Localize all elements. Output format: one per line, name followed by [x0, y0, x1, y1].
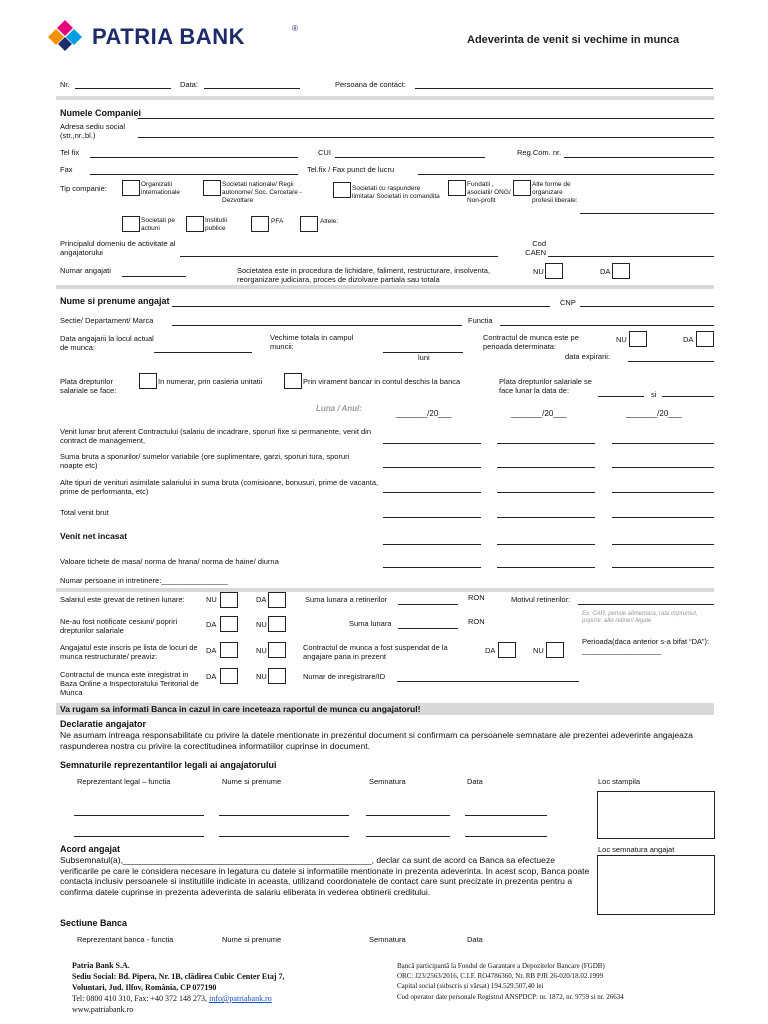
checkbox-itm-da[interactable] [220, 668, 238, 684]
itm-label: Contractul de munca este inregistrat in Baza Online a Inspectoratului Teritorial de Munca [60, 670, 199, 697]
checkbox-numerar[interactable] [139, 373, 157, 389]
venit-net-label: Venit net incasat [60, 531, 128, 541]
plata-data1-field[interactable] [598, 396, 644, 397]
contract-nu-label: NU [616, 335, 627, 344]
itm-nu-label: NU [256, 672, 267, 681]
data-field[interactable] [204, 88, 300, 89]
venit-brut-field-3[interactable] [612, 443, 714, 444]
suspendat-da-label: DA [485, 646, 496, 655]
checkbox-org-internationale[interactable] [122, 180, 140, 196]
rep2-nume-field[interactable] [219, 836, 349, 837]
suma-retineri-field[interactable] [398, 604, 458, 605]
rep1-data-field[interactable] [465, 815, 547, 816]
footer-sediu: Sediu Social: Bd. Pipera, Nr. 1B, clădirea Cubic Center Etaj 7, [72, 972, 285, 981]
type-label-3: Fundatii , asociatii/ ONG/ Non-profit [467, 181, 511, 204]
sectie-label: Sectie/ Departament/ Marca [60, 316, 154, 325]
si-label: si [651, 390, 657, 399]
exemplu-hint: Ex: CAR, pensie alimentara, rata imprumut, poprire, alte retineri legale [582, 611, 698, 624]
cnp-field[interactable] [580, 306, 714, 307]
type-label-4: Alte forme de organizare profesii liberale: [532, 181, 578, 204]
data-label: Data: [180, 80, 198, 89]
semnaturi-title: Semnaturile reprezentantilor legali ai angajatorului [60, 760, 277, 770]
domeniu-field[interactable] [180, 256, 498, 257]
fax-field[interactable] [90, 174, 298, 175]
type2-label-1: Institutii publice [205, 217, 228, 232]
nr-inregistrare-label: Numar de inregistrare/ID [303, 672, 386, 681]
nr-inregistrare-field[interactable] [397, 681, 579, 682]
contract-determinat-label: Contractul de munca este pe perioada determinata: [483, 333, 579, 351]
company-section-band [56, 96, 714, 100]
restructurare-nu-label: NU [256, 646, 267, 655]
banca-col1: Reprezentant banca - functia [77, 935, 174, 944]
rep2-data-field[interactable] [465, 836, 547, 837]
sectie-field[interactable] [172, 325, 462, 326]
nr-label: Nr. [60, 80, 70, 89]
checkbox-restructurare-da[interactable] [220, 642, 238, 658]
rep2-semnatura-field[interactable] [366, 836, 450, 837]
brand-name: PATRIA BANK [92, 24, 245, 49]
itm-da-label: DA [206, 672, 217, 681]
checkbox-ong[interactable] [448, 180, 466, 196]
type-label-2: Societati cu raspundere limitata/ Societati in comandita [352, 185, 440, 200]
cesiuni-label: Ne-au fost notificate cesiuni/ popriri drepturilor salariale [60, 617, 178, 635]
contact-field[interactable] [415, 88, 713, 89]
checkbox-pfa[interactable] [251, 216, 269, 232]
employee-section-band [56, 285, 714, 289]
tel-label: Tel fix [60, 148, 80, 157]
perioada-label: Perioada(daca anterior s-a bifat “DA”): ___________________ [582, 637, 710, 655]
footer-capital: Capital social (subscris și vărsat) 194.529.507,40 lei [397, 982, 544, 990]
period-2: _______/20___ [511, 409, 567, 418]
semnatura-angajat-box[interactable] [597, 855, 715, 915]
suma-bruta-field-3[interactable] [612, 467, 714, 468]
cnp-label: CNP [560, 298, 576, 307]
checkbox-cesiuni-nu[interactable] [268, 616, 286, 632]
restructurare-label: Angajatul este inscris pe lista de locuri de munca restructurate/ preaviz: [60, 643, 198, 661]
suma-lunara-label: Suma lunara [349, 619, 392, 628]
functia-label: Functia [468, 316, 493, 325]
luna-an-label: Luna / Anul: [316, 404, 362, 413]
type2-label-3: Altele: [320, 218, 339, 225]
cui-label: CUI [318, 148, 331, 157]
checkbox-virament[interactable] [284, 373, 302, 389]
suspendat-nu-label: NU [533, 646, 544, 655]
retineri-label: Salariul este grevat de retineri lunare: [60, 595, 185, 604]
banca-col2: Nume si prenume [222, 935, 282, 944]
checkbox-contract-da[interactable] [696, 331, 714, 347]
net-field-3[interactable] [612, 544, 714, 545]
cesiuni-nu-label: NU [256, 620, 267, 629]
tichete-label: Valoare tichete de masa/ norma de hrana/ norma de haine/ diurna [60, 557, 279, 566]
fax-label: Fax [60, 165, 73, 174]
tip-label: Tip companie: [60, 184, 107, 193]
checkbox-lichidare-nu[interactable] [545, 263, 563, 279]
vechime-label: Vechime totala in campul muncii: [270, 333, 354, 351]
restructurare-da-label: DA [206, 646, 217, 655]
checkbox-restructurare-nu[interactable] [268, 642, 286, 658]
footer-fgdb: Bancă participantă la Fondul de Garantare a Depozitelor Bancare (FGDB) [397, 962, 605, 970]
retineri-da-label: DA [256, 595, 267, 604]
checkbox-suspendat-da[interactable] [498, 642, 516, 658]
tel-field[interactable] [90, 157, 298, 158]
cui-field[interactable] [335, 157, 485, 158]
regcom-field[interactable] [564, 157, 714, 158]
stampila-label: Loc stampila [598, 777, 641, 786]
alte-tipuri-label: Alte tipuri de venituri asimilate salariului in suma bruta (comisioane, bonusuri, prime de vacanta, prime de performanta, etc) [60, 478, 379, 496]
suma-lunara-field[interactable] [398, 628, 458, 629]
type2-label-2: PFA [271, 218, 284, 225]
motivul-field[interactable] [578, 604, 714, 605]
footer-website[interactable]: www.patriabank.ro [72, 1005, 134, 1014]
plata-lunar-label: Plata drepturilor salariale se face lunar la data de: [499, 377, 592, 395]
functia-field[interactable] [500, 325, 714, 326]
checkbox-sa[interactable] [122, 216, 140, 232]
checkbox-retineri-da[interactable] [268, 592, 286, 608]
company-name-field[interactable] [138, 118, 714, 119]
adresa-field[interactable] [138, 137, 714, 138]
period-1: _______/20___ [396, 409, 452, 418]
alte-tipuri-field-2[interactable] [497, 492, 595, 493]
tichete-field-2[interactable] [497, 567, 595, 568]
footer-localitate: Voluntari, Jud. Ilfov, România, CP 077190 [72, 983, 217, 992]
data-expirarii-field[interactable] [628, 361, 714, 362]
footer-email-link[interactable]: info@patriabank.ro [209, 994, 272, 1003]
virament-label: Prin virament bancar in contul deschis la banca [303, 377, 461, 386]
patria-bank-logo-icon [46, 20, 84, 52]
caen-field[interactable] [548, 256, 714, 257]
net-field-2[interactable] [497, 544, 595, 545]
suma-retineri-label: Suma lunara a retinerilor [305, 595, 388, 604]
total-label: Total venit brut [60, 508, 109, 517]
declaratie-text: Ne asumam intreaga responsabilitate cu privire la datele mentionate in prezentul document si confirmam ca persoanele semnatare ale prezentei adeverinte angajeaza raspunderea nostra cu privire la corectitudinea informatiilor cuprinse in document. [60, 730, 693, 751]
domeniu-label: Principalul domeniu de activitate al angajatorului [60, 239, 176, 257]
tichete-field-3[interactable] [612, 567, 714, 568]
data-angajarii-field[interactable] [154, 352, 252, 353]
adresa-label: Adresa sediu social (str.,nr.,bl.) [60, 122, 126, 140]
nr-field[interactable] [75, 88, 171, 89]
trademark: ® [292, 24, 298, 33]
semnaturi-col3: Semnatura [369, 777, 406, 786]
telfix-field[interactable] [418, 174, 714, 175]
type-label-1: Societati nationale/ Regii autonome/ Soc. Cercetare - Dezvoltare [222, 181, 302, 204]
venit-brut-field-1[interactable] [383, 443, 481, 444]
document-title: Adeverinta de venit si vechime in munca [467, 34, 680, 46]
lichidare-da-label: DA [600, 267, 611, 276]
rep1-functia-field[interactable] [74, 815, 204, 816]
semnaturi-col4: Data [467, 777, 483, 786]
stampila-box[interactable] [597, 791, 715, 839]
motivul-label: Motivul retinerilor: [511, 595, 571, 604]
rep2-functia-field[interactable] [74, 836, 204, 837]
checkbox-retineri-nu[interactable] [220, 592, 238, 608]
footer-orc: ORC: J23/2563/2016, C.I.F. RO4786360, Nr. RB PJR 26-020/18.02.1999 [397, 972, 604, 980]
contact-label: Persoana de contact: [335, 80, 406, 89]
acord-title: Acord angajat [60, 844, 121, 854]
nr-angajati-label: Numar angajati [60, 266, 111, 275]
checkbox-suspendat-nu[interactable] [546, 642, 564, 658]
semnaturi-col2: Nume si prenume [222, 777, 282, 786]
total-field-2[interactable] [497, 517, 595, 518]
lichidare-nu-label: NU [533, 267, 544, 276]
footer-anspdcp: Cod operator date personale Registrul ANSPDCP: nr. 1872, nr. 9759 si nr. 26634 [397, 993, 624, 1001]
company-title: Numele Companiei [60, 108, 142, 118]
alte-tipuri-field-1[interactable] [383, 492, 481, 493]
declaratie-title: Declaratie angajator [60, 719, 147, 729]
checkbox-alte-forme[interactable] [513, 180, 531, 196]
suma-bruta-label: Suma bruta a sporurilor/ sumelor variabile (ore suplimentare, garzi, sporuri tura, sporuri noapte etc) [60, 452, 350, 470]
alte-forme-field[interactable] [580, 213, 714, 214]
employee-name-field[interactable] [172, 306, 550, 307]
banca-col3: Semnatura [369, 935, 406, 944]
caen-label: Cod CAEN [525, 239, 546, 257]
checkbox-cesiuni-da[interactable] [220, 616, 238, 632]
checkbox-contract-nu[interactable] [629, 331, 647, 347]
semnaturi-col1: Reprezentant legal – functia [77, 777, 171, 786]
loc-semnatura-label: Loc semnatura angajat [598, 845, 675, 854]
type2-label-0: Societati pe actiuni [141, 217, 175, 232]
luni-label: luni [418, 353, 430, 362]
ron-label-2: RON [468, 617, 485, 626]
tichete-field-1[interactable] [383, 567, 481, 568]
persoane-intretinere-label: Numar persoane in intretinere:________________ [60, 576, 229, 585]
type-label-0: Organizatii internationale [141, 181, 181, 196]
total-field-1[interactable] [383, 517, 481, 518]
contract-da-label: DA [683, 335, 694, 344]
footer-contact [72, 994, 272, 1004]
banca-title: Sectiune Banca [60, 918, 128, 928]
retineri-nu-label: NU [206, 595, 217, 604]
plata-data2-field[interactable] [662, 396, 714, 397]
net-field-1[interactable] [383, 544, 481, 545]
cesiuni-da-label: DA [206, 620, 217, 629]
suma-bruta-field-2[interactable] [497, 467, 595, 468]
employee-title: Nume si prenume angajat [60, 296, 170, 306]
checkbox-soc-nationale[interactable] [203, 180, 221, 196]
total-field-3[interactable] [612, 517, 714, 518]
telfix-label: Tel.fix / Fax punct de lucru [307, 165, 395, 174]
lichidare-label: Societatea este in procedura de lichidare, faliment, restructurare, insolventa, reorganizare judiciara, proces de dizolvare partiala sau totala [237, 266, 491, 284]
footer-phone-fax: Tel: 0800 410 310, Fax: +40 372 148 273, [72, 994, 210, 1003]
checkbox-altele[interactable] [300, 216, 318, 232]
rep1-nume-field[interactable] [219, 815, 349, 816]
alte-tipuri-field-3[interactable] [612, 492, 714, 493]
banca-col4: Data [467, 935, 483, 944]
venit-brut-label: Venit lunar brut aferent Contractului (salariu de incadrare, sporuri fixe si permanente, venit din contract de management, [60, 427, 371, 445]
notice-text: Va rugam sa informati Banca in cazul in care inceteaza raportul de munca cu angajatorul! [60, 704, 421, 714]
suma-bruta-field-1[interactable] [383, 467, 481, 468]
retineri-section-band [56, 588, 714, 592]
period-3: _______/20___ [626, 409, 682, 418]
checkbox-lichidare-da[interactable] [612, 263, 630, 279]
venit-brut-field-2[interactable] [497, 443, 595, 444]
rep1-semnatura-field[interactable] [366, 815, 450, 816]
acord-text: Subsemnatul(a),____________________________________________________, declar ca sunt de acord ca Banca sa efectueze verificarile pe care le considera necesare in legatura cu datele si informatiile mentionate in prezenta adeverinta. In acest scop, Banca poate contacta inclusiv persoanele si institutiile indicate in aceasta, utilizand coordonatele de contact care sunt precizate in prezenta pentru a confirma datele cuprinse in prezenta adeverinta de salariu eliberata in vederea obtinerii creditului. [60, 855, 590, 898]
suspendat-label: Contractul de munca a fost suspendat de la angajare pana in prezent [303, 643, 448, 661]
footer-company: Patria Bank S.A. [72, 961, 130, 970]
ron-label-1: RON [468, 593, 485, 602]
data-expirarii-label: data expirarii: [565, 352, 611, 361]
plata-label: Plata drepturilor salariale se face: [60, 377, 117, 395]
checkbox-institutii-publice[interactable] [186, 216, 204, 232]
nr-angajati-field[interactable] [122, 276, 186, 277]
data-angajarii-label: Data angajarii la locul actual de munca: [60, 334, 154, 352]
numerar-label: In numerar, prin casieria unitatii [158, 377, 263, 386]
checkbox-srl[interactable] [333, 182, 351, 198]
checkbox-itm-nu[interactable] [268, 668, 286, 684]
regcom-label: Reg.Com. nr. [517, 148, 562, 157]
